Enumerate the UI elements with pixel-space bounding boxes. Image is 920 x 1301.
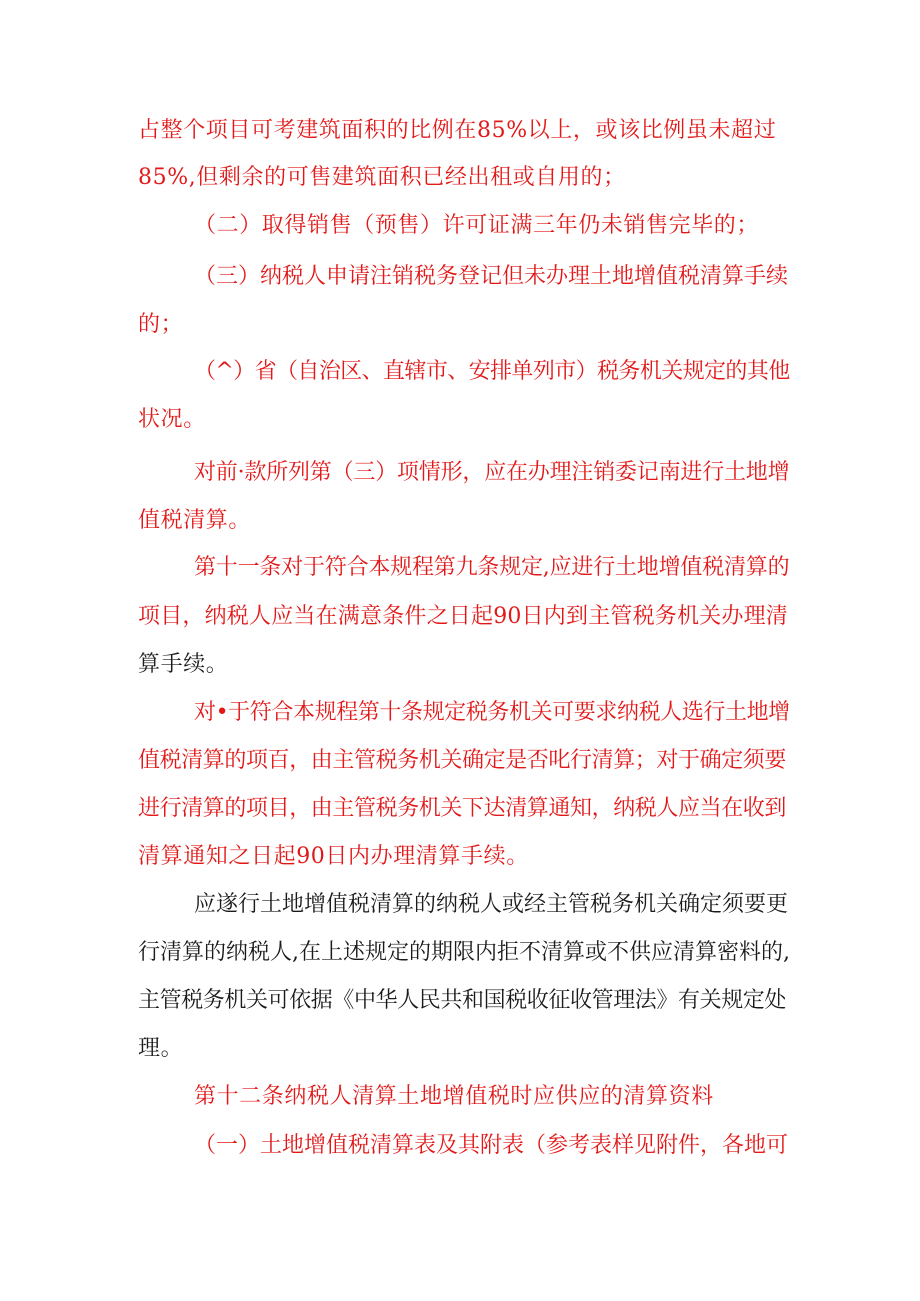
text-line: 对•于符合本规程第十条规定税务机关可要求纳税人选行土地增 xyxy=(194,700,790,725)
text-line: 85%,但剩余的可售建筑面积已经出租或自用的； xyxy=(138,165,626,190)
text-line: 行清算的纳税人,在上述规定的期限内拒不清算或不供应清算密料的, xyxy=(138,940,790,965)
text-line: 对前·款所列第（三）项情形，应在办理注销委记南进行土地增 xyxy=(194,460,790,485)
text-line: 进行清算的项目，由主管税务机关下达清算通知，纳税人应当在收到 xyxy=(138,796,787,821)
text-line: 应遂行土地增值税清算的纳税人或经主管税务机关确定须要更 xyxy=(194,892,789,917)
text-line: 清算通知之日起90日内办理清算手续。 xyxy=(138,844,529,869)
text-line: 理。 xyxy=(138,1036,184,1061)
text-line: （一）土地增值税清算表及其附表（参考表样见附件，各地可 xyxy=(194,1133,789,1158)
text-line: 的； xyxy=(138,312,184,337)
text-line: 第十二条纳税人清算土地增值税时应供应的清算资料 xyxy=(194,1084,714,1109)
text-line: 值税清算。 xyxy=(138,508,252,533)
text-line: （二）取得销售（预售）许可证满三年仍未销售完毕的； xyxy=(194,213,760,238)
text-line: （^）省（自治区、直辖市、安排单列市）税务机关规定的其他 xyxy=(194,359,790,384)
text-line: 第十一条对于符合本规程第九条规定,应进行土地增值税清算的 xyxy=(194,555,790,580)
text-line: 算手续。 xyxy=(138,652,229,677)
text-line: 项目，纳税人应当在满意条件之日起90日内到主管税务机关办理清 xyxy=(138,604,788,629)
text-line: 占整个项目可考建筑面积的比例在85%以上，或该比例虽未超过 xyxy=(138,118,777,143)
text-line: 值税清算的项百，由主管税务机关确定是否叱行清算；对于确定须要 xyxy=(138,748,787,773)
text-line: 状况。 xyxy=(138,407,206,432)
text-line: （三）纳税人申请注销税务登记但未办理土地增值税清算手续 xyxy=(194,264,789,289)
text-line: 主管税务机关可依据《中华人民共和国税收征收管理法》有关规定处 xyxy=(138,988,787,1013)
